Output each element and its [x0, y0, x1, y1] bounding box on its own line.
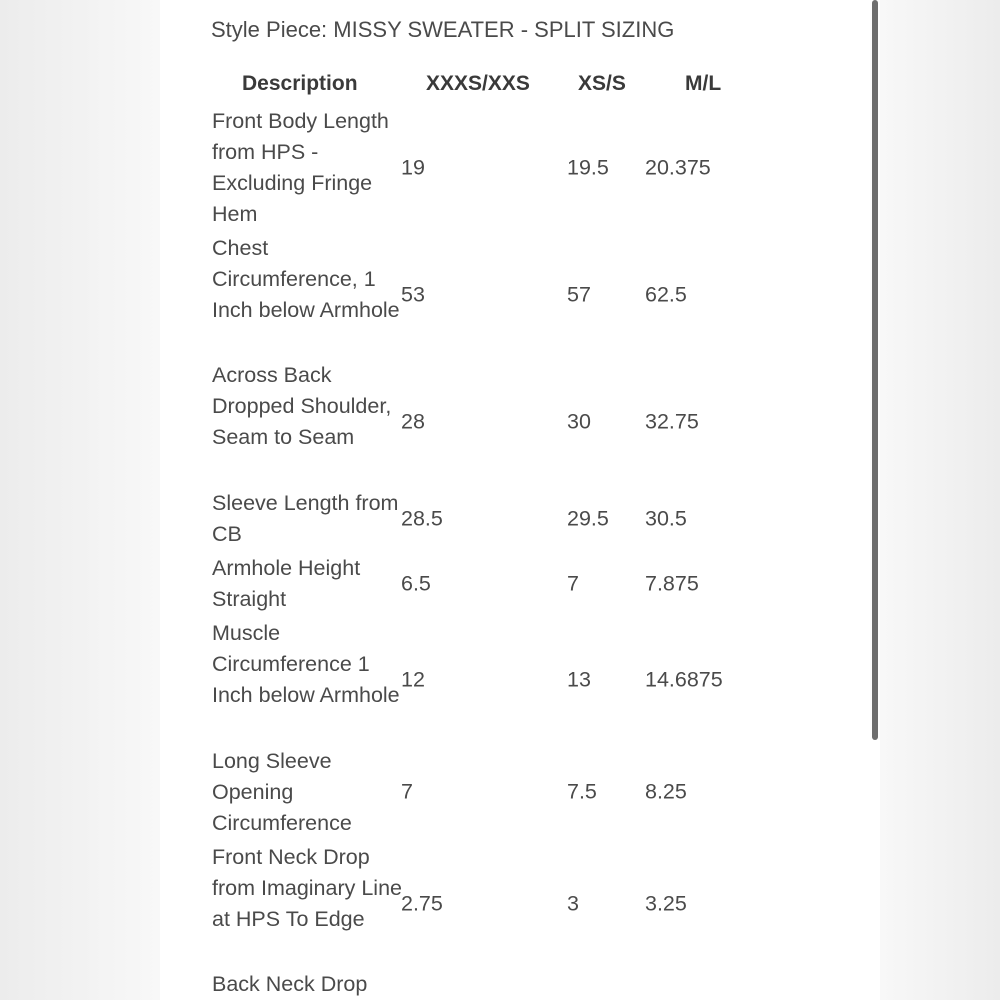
- style-piece-title: Style Piece: MISSY SWEATER - SPLIT SIZING: [211, 17, 675, 42]
- row-description: Sleeve Length from CB: [212, 491, 399, 546]
- value-m-l: 62.5: [645, 282, 687, 307]
- value-xxxs-xxs: 12: [401, 667, 425, 692]
- header-description: Description: [242, 72, 358, 95]
- value-xs-s: 30: [567, 409, 591, 434]
- row-description: Armhole Height Straight: [212, 556, 361, 611]
- value-xs-s: 3: [567, 891, 579, 916]
- right-background: [880, 0, 1000, 1000]
- value-m-l: 20.375: [645, 155, 711, 180]
- row-description: Long Sleeve Opening Circumference: [212, 749, 352, 835]
- header-size-xxxs-xxs: XXXS/XXS: [426, 72, 530, 95]
- value-m-l: 8.25: [645, 779, 687, 804]
- value-xxxs-xxs: 19: [401, 155, 425, 180]
- value-m-l: 14.6875: [645, 667, 723, 692]
- value-xxxs-xxs: 53: [401, 282, 425, 307]
- value-xs-s: 19.5: [567, 155, 609, 180]
- value-m-l: 3.25: [645, 891, 687, 916]
- value-xxxs-xxs: 7: [401, 779, 413, 804]
- scrollbar[interactable]: [872, 0, 878, 740]
- row-description: Back Neck Drop: [212, 972, 368, 996]
- value-xs-s: 7.5: [567, 779, 597, 804]
- value-xxxs-xxs: 28: [401, 409, 425, 434]
- value-xxxs-xxs: 2.75: [401, 891, 443, 916]
- value-xs-s: 57: [567, 282, 591, 307]
- header-size-xs-s: XS/S: [578, 72, 626, 95]
- row-description: Front Neck Drop from Imaginary Line at HPS To Edge: [212, 845, 402, 931]
- row-description: Muscle Circumference 1 Inch below Armhole: [212, 621, 400, 707]
- value-xxxs-xxs: 6.5: [401, 571, 431, 596]
- value-xxxs-xxs: 28.5: [401, 506, 443, 531]
- value-m-l: 32.75: [645, 409, 699, 434]
- value-m-l: 7.875: [645, 571, 699, 596]
- value-xs-s: 13: [567, 667, 591, 692]
- row-description: Front Body Length from HPS - Excluding Fringe Hem: [212, 109, 389, 226]
- header-size-m-l: M/L: [685, 72, 722, 95]
- row-description: Across Back Dropped Shoulder, Seam to Seam: [212, 363, 392, 449]
- value-xs-s: 29.5: [567, 506, 609, 531]
- left-background: [0, 0, 160, 1000]
- value-m-l: 30.5: [645, 506, 687, 531]
- value-xs-s: 7: [567, 571, 579, 596]
- row-description: Chest Circumference, 1 Inch below Armhole: [212, 236, 400, 322]
